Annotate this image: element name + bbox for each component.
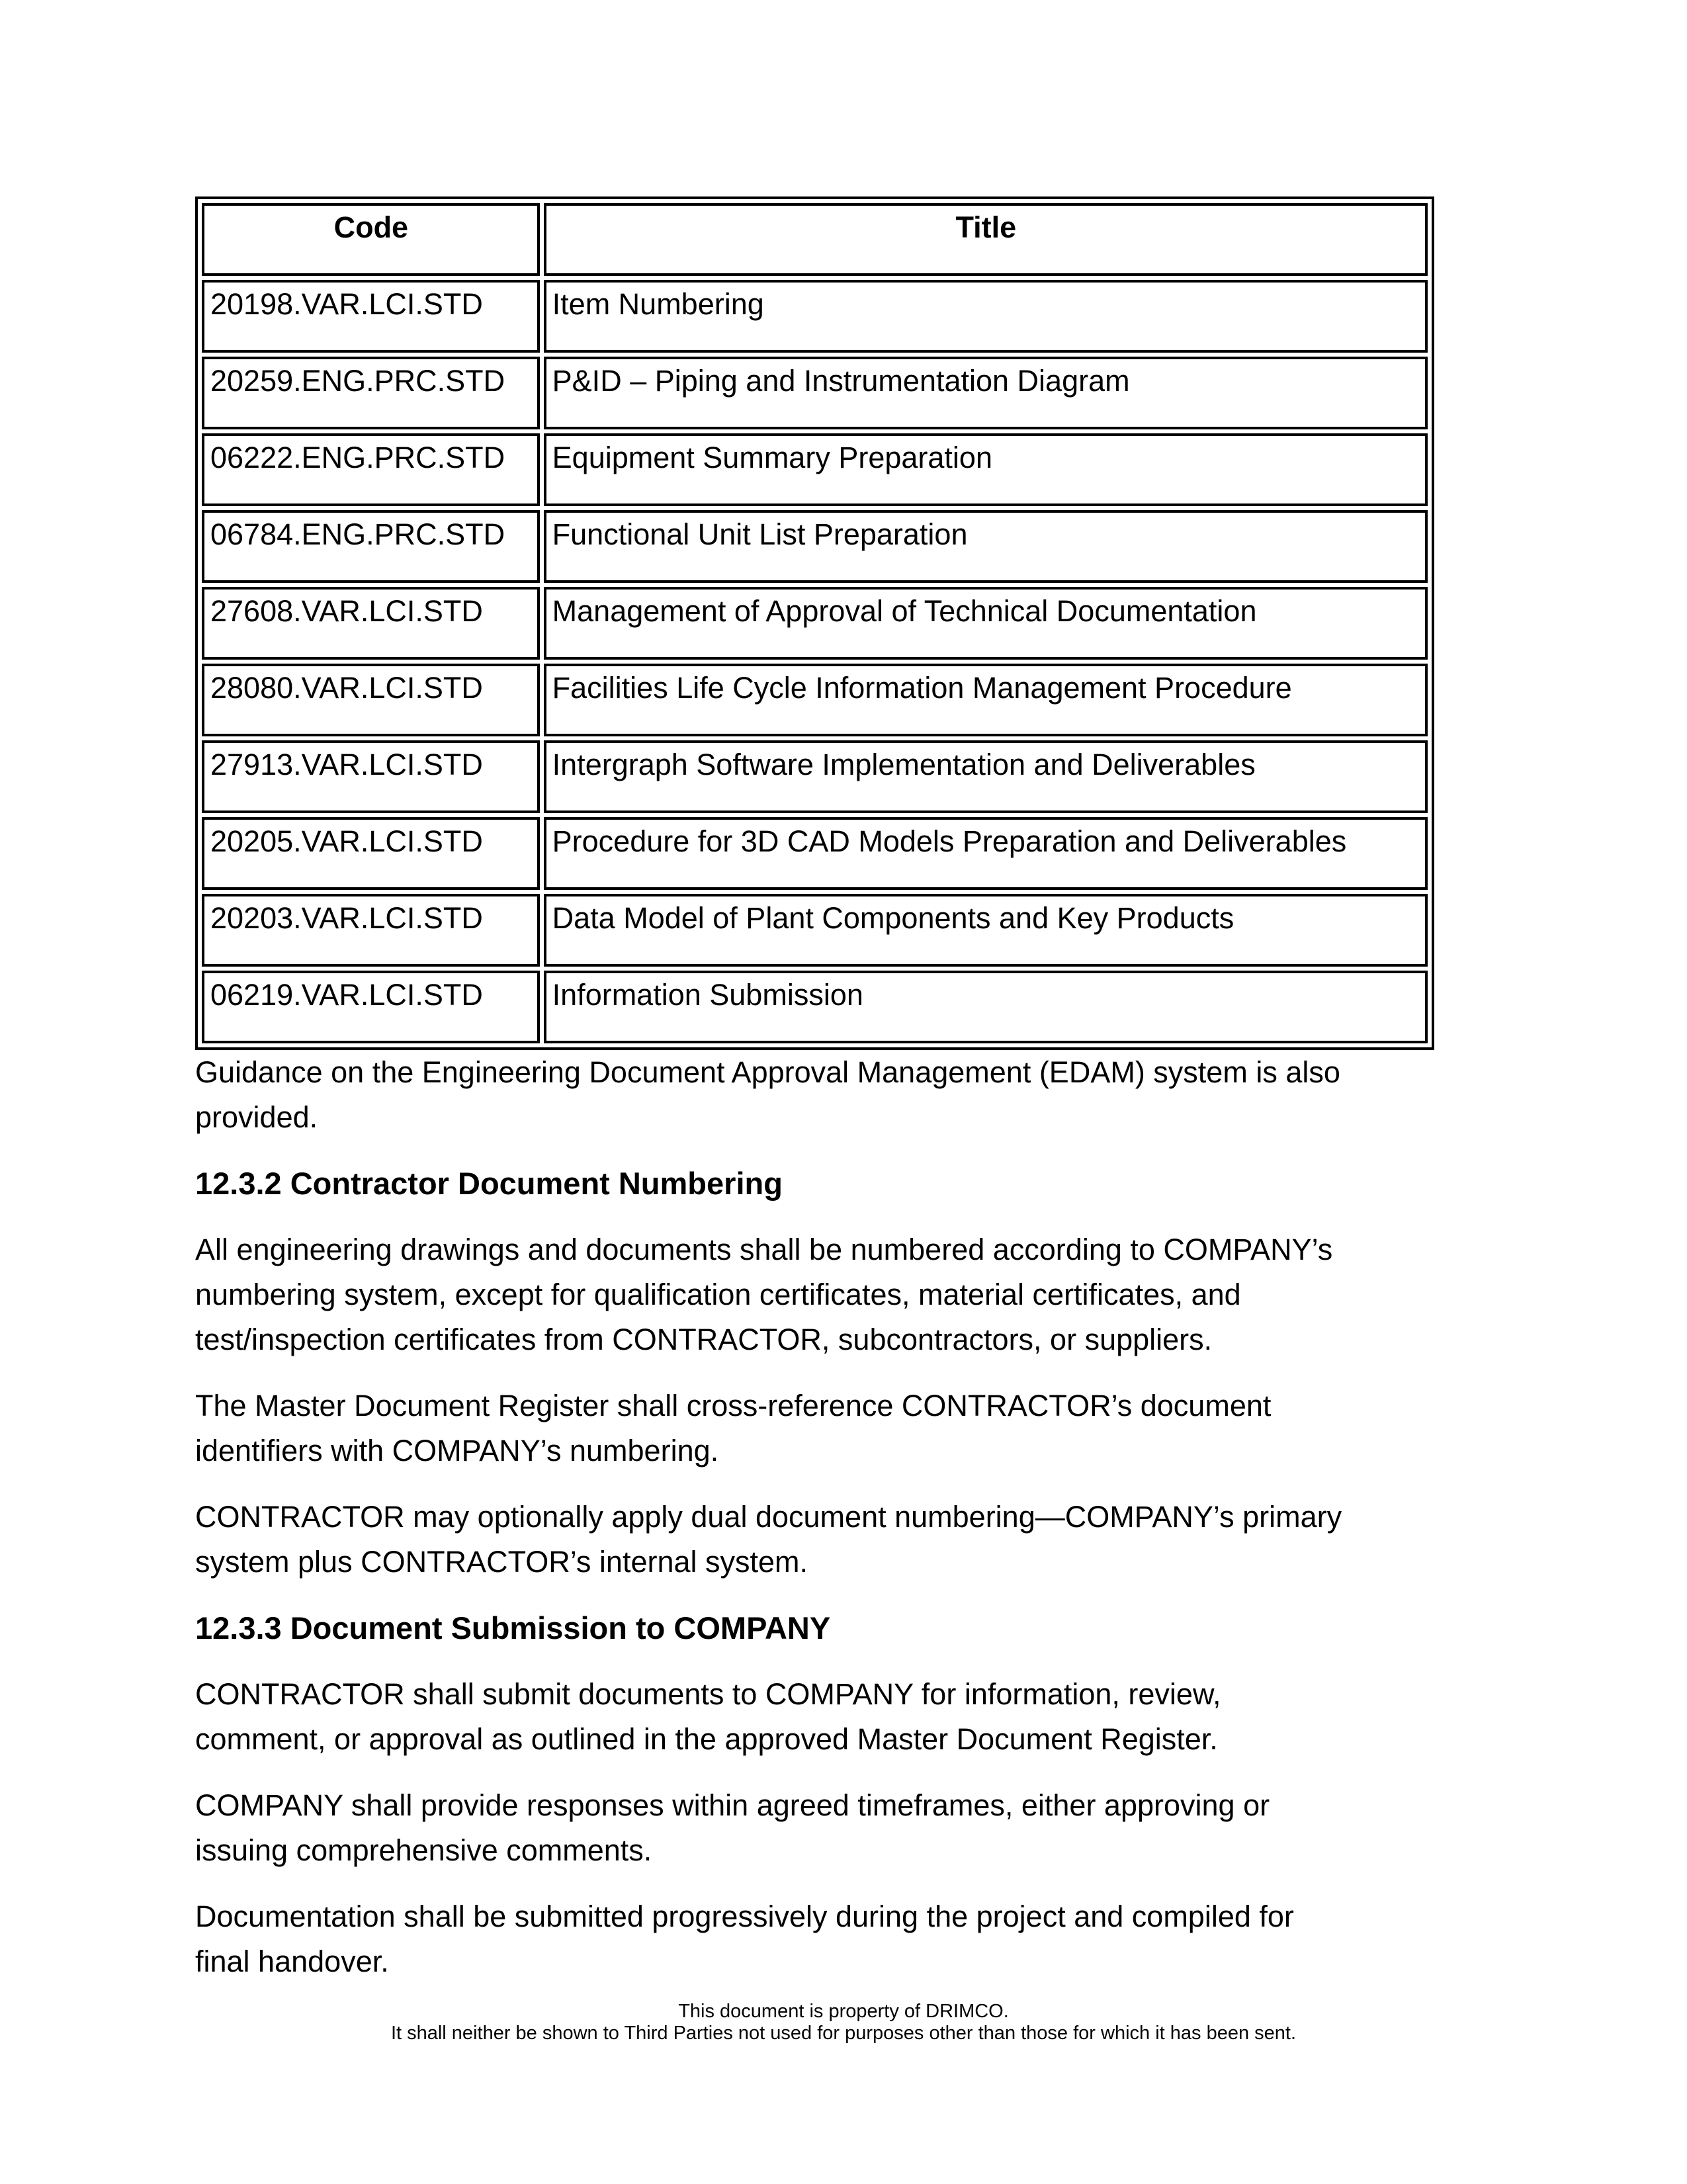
table-cell-code: 27608.VAR.LCI.STD (202, 587, 540, 660)
table-cell-title: Facilities Life Cycle Information Management Procedure (544, 664, 1428, 736)
paragraph-numbering-1 (195, 1227, 1493, 1362)
text-line: CONTRACTOR may optionally apply dual document numbering—COMPANY’s primary (195, 1500, 1342, 1534)
text-line: Documentation shall be submitted progressively during the project and compiled for (195, 1900, 1294, 1933)
text-line: CONTRACTOR shall submit documents to COMPANY for information, review, (195, 1677, 1221, 1711)
table-cell-code: 06222.ENG.PRC.STD (202, 433, 540, 506)
table-row (202, 510, 1428, 583)
table-cell-title: Data Model of Plant Components and Key Products (544, 894, 1428, 967)
text-line: final handover. (195, 1944, 389, 1978)
table-cell-title: Procedure for 3D CAD Models Preparation and Deliverables (544, 817, 1428, 890)
paragraph-submission-3 (195, 1894, 1493, 1984)
text-line: provided. (195, 1100, 318, 1134)
table-row (202, 740, 1428, 813)
table-cell-code: 20259.ENG.PRC.STD (202, 357, 540, 429)
footer-confidentiality-notice: It shall neither be shown to Third Parties not used for purposes other than those for which it has been sent. (390, 2023, 1297, 2044)
table-cell-title: Intergraph Software Implementation and Deliverables (544, 740, 1428, 813)
page-content (195, 197, 1493, 2005)
table-row (202, 817, 1428, 890)
text-line: issuing comprehensive comments. (195, 1833, 652, 1867)
text-line: identifiers with COMPANY’s numbering. (195, 1434, 719, 1467)
paragraph-numbering-2 (195, 1383, 1493, 1473)
document-codes-table (195, 197, 1434, 1050)
text-line: comment, or approval as outlined in the approved Master Document Register. (195, 1722, 1218, 1756)
page-footer (0, 2001, 1687, 2044)
table-cell-title: Functional Unit List Preparation (544, 510, 1428, 583)
table-row (202, 971, 1428, 1043)
table-cell-code: 20205.VAR.LCI.STD (202, 817, 540, 890)
table-row (202, 280, 1428, 353)
text-line: The Master Document Register shall cross-reference CONTRACTOR’s document (195, 1389, 1272, 1422)
text-line: test/inspection certificates from CONTRACTOR, subcontractors, or suppliers. (195, 1323, 1213, 1356)
table-header-row (202, 203, 1428, 276)
table-row (202, 894, 1428, 967)
table-cell-code: 06219.VAR.LCI.STD (202, 971, 540, 1043)
heading-12-3-3: 12.3.3 Document Submission to COMPANY (195, 1610, 831, 1645)
table-cell-title: Management of Approval of Technical Documentation (544, 587, 1428, 660)
paragraph-submission-1 (195, 1672, 1493, 1762)
table-header-code: Code (202, 203, 540, 276)
paragraph-numbering-3 (195, 1495, 1493, 1585)
table-cell-code: 27913.VAR.LCI.STD (202, 740, 540, 813)
table-header-title: Title (544, 203, 1428, 276)
text-line: system plus CONTRACTOR’s internal system. (195, 1545, 808, 1579)
table-cell-title: Information Submission (544, 971, 1428, 1043)
table-cell-code: 28080.VAR.LCI.STD (202, 664, 540, 736)
text-line: Guidance on the Engineering Document Approval Management (EDAM) system is also (195, 1055, 1340, 1089)
table-cell-code: 20198.VAR.LCI.STD (202, 280, 540, 353)
footer-property-notice: This document is property of DRIMCO. (678, 2001, 1009, 2022)
text-line: All engineering drawings and documents shall be numbered according to COMPANY’s (195, 1233, 1333, 1266)
table-cell-title: P&ID – Piping and Instrumentation Diagram (544, 357, 1428, 429)
table-cell-code: 06784.ENG.PRC.STD (202, 510, 540, 583)
table-row (202, 587, 1428, 660)
text-line: numbering system, except for qualification certificates, material certificates, and (195, 1278, 1241, 1311)
table-cell-title: Equipment Summary Preparation (544, 433, 1428, 506)
paragraph-submission-2 (195, 1783, 1493, 1873)
table-row (202, 357, 1428, 429)
text-line: COMPANY shall provide responses within agreed timeframes, either approving or (195, 1788, 1270, 1822)
table-row (202, 664, 1428, 736)
table-cell-title: Item Numbering (544, 280, 1428, 353)
heading-12-3-2: 12.3.2 Contractor Document Numbering (195, 1166, 783, 1201)
paragraph-guidance (195, 1050, 1493, 1140)
table-cell-code: 20203.VAR.LCI.STD (202, 894, 540, 967)
table-row (202, 433, 1428, 506)
